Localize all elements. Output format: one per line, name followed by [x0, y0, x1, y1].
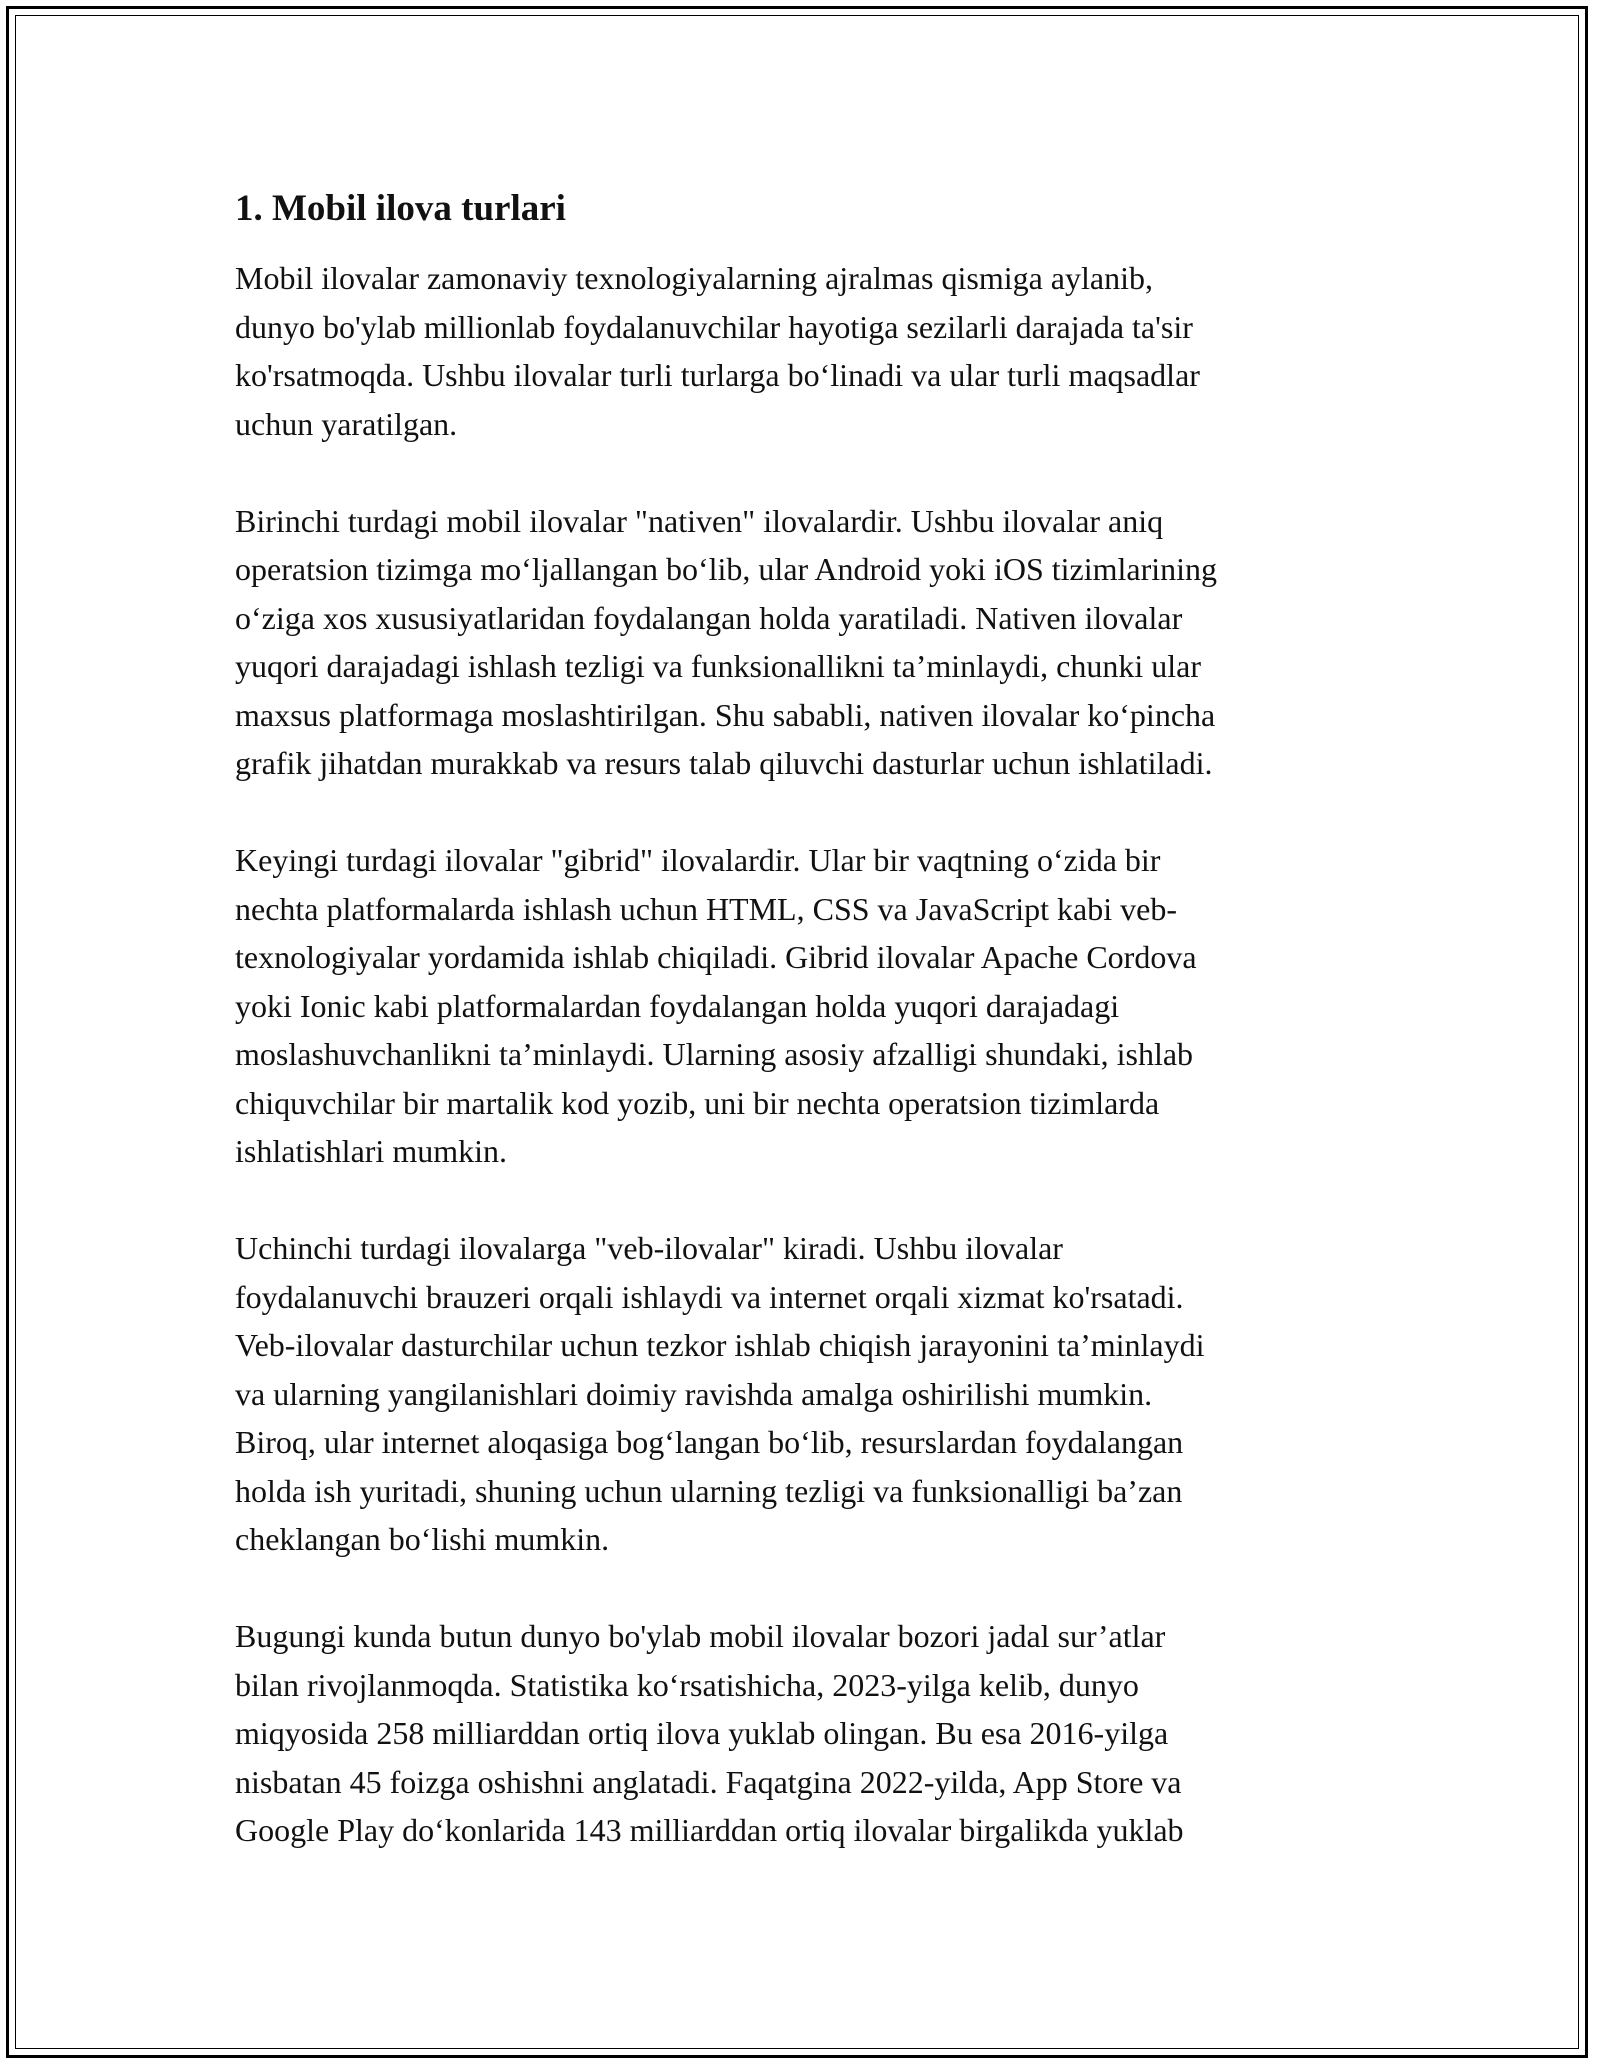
paragraph-5 [235, 1612, 1375, 1855]
text-line: cheklangan bo‘lishi mumkin. [235, 1521, 610, 1557]
text-line: grafik jihatdan murakkab va resurs talab qiluvchi dasturlar uchun ishlatiladi. [235, 745, 1213, 781]
text-line: va ularning yangilanishlari doimiy ravishda amalga oshirilishi mumkin. [235, 1375, 1153, 1412]
paragraph-1 [235, 254, 1375, 448]
text-line: yoki Ionic kabi platformalardan foydalangan holda yuqori darajadagi [235, 987, 1120, 1024]
text-line: holda ish yuritadi, shuning uchun ularning tezligi va funksionalligi ba’zan [235, 1472, 1183, 1509]
text-line: Mobil ilovalar zamonaviy texnologiyalarning ajralmas qismiga aylanib, [235, 260, 1153, 296]
text-line: Google Play do‘konlarida 143 milliarddan ortiq ilovalar birgalikda yuklab [235, 1812, 1184, 1848]
text-line: texnologiyalar yordamida ishlab chiqiladi. Gibrid ilovalar Apache Cordova [235, 939, 1197, 975]
text-line: yuqori darajadagi ishlash tezligi va funksionallikni ta’minlaydi, chunki ular [235, 648, 1201, 684]
paragraph-2 [235, 497, 1375, 788]
text-line: Birinchi turdagi mobil ilovalar "nativen" ilovalardir. Ushbu ilovalar aniq [235, 502, 1164, 539]
paragraph-4 [235, 1224, 1375, 1564]
text-line: ko'rsatmoqda. Ushbu ilovalar turli turlarga bo‘linadi va ular turli maqsadlar [235, 357, 1200, 393]
text-line: bilan rivojlanmoqda. Statistika ko‘rsatishicha, 2023-yilga kelib, dunyo [235, 1666, 1139, 1703]
text-line: Biroq, ular internet aloqasiga bog‘langan bo‘lib, resurslardan foydalangan [235, 1424, 1184, 1460]
paragraph-3 [235, 836, 1375, 1176]
document-content [235, 186, 1375, 1903]
text-line: operatsion tizimga mo‘ljallangan bo‘lib, ular Android yoki iOS tizimlarining [235, 551, 1218, 587]
text-line: moslashuvchanlikni ta’minlaydi. Ularning asosiy afzalligi shundaki, ishlab [235, 1036, 1194, 1072]
text-line: Keyingi turdagi ilovalar "gibrid" ilovalardir. Ular bir vaqtning o‘zida bir [235, 842, 1161, 878]
text-line: maxsus platformaga moslashtirilgan. Shu sababli, nativen ilovalar ko‘pincha [235, 696, 1216, 733]
text-line: nechta platformalarda ishlash uchun HTML, CSS va JavaScript kabi veb- [235, 890, 1177, 927]
text-line: o‘ziga xos xususiyatlaridan foydalangan holda yaratiladi. Nativen ilovalar [235, 599, 1183, 636]
section-heading: 1. Mobil ilova turlari [235, 188, 566, 229]
text-line: Veb-ilovalar dasturchilar uchun tezkor ishlab chiqish jarayonini ta’minlaydi [235, 1327, 1205, 1363]
text-line: dunyo bo'ylab millionlab foydalanuvchilar hayotiga sezilarli darajada ta'sir [235, 308, 1193, 345]
text-line: nisbatan 45 foizga oshishni anglatadi. Faqatgina 2022-yilda, App Store va [235, 1763, 1182, 1800]
text-line: Uchinchi turdagi ilovalarga "veb-ilovalar" kiradi. Ushbu ilovalar [235, 1230, 1063, 1266]
text-line: foydalanuvchi brauzeri orqali ishlaydi va internet orqali xizmat ko'rsatadi. [235, 1278, 1184, 1315]
text-line: chiquvchilar bir martalik kod yozib, uni bir nechta operatsion tizimlarda [235, 1084, 1160, 1121]
text-line: ishlatishlari mumkin. [235, 1133, 507, 1169]
text-line: uchun yaratilgan. [235, 405, 458, 442]
text-line: Bugungi kunda butun dunyo bo'ylab mobil ilovalar bozori jadal sur’atlar [235, 1618, 1166, 1654]
text-line: miqyosida 258 milliarddan ortiq ilova yuklab olingan. Bu esa 2016-yilga [235, 1715, 1169, 1751]
